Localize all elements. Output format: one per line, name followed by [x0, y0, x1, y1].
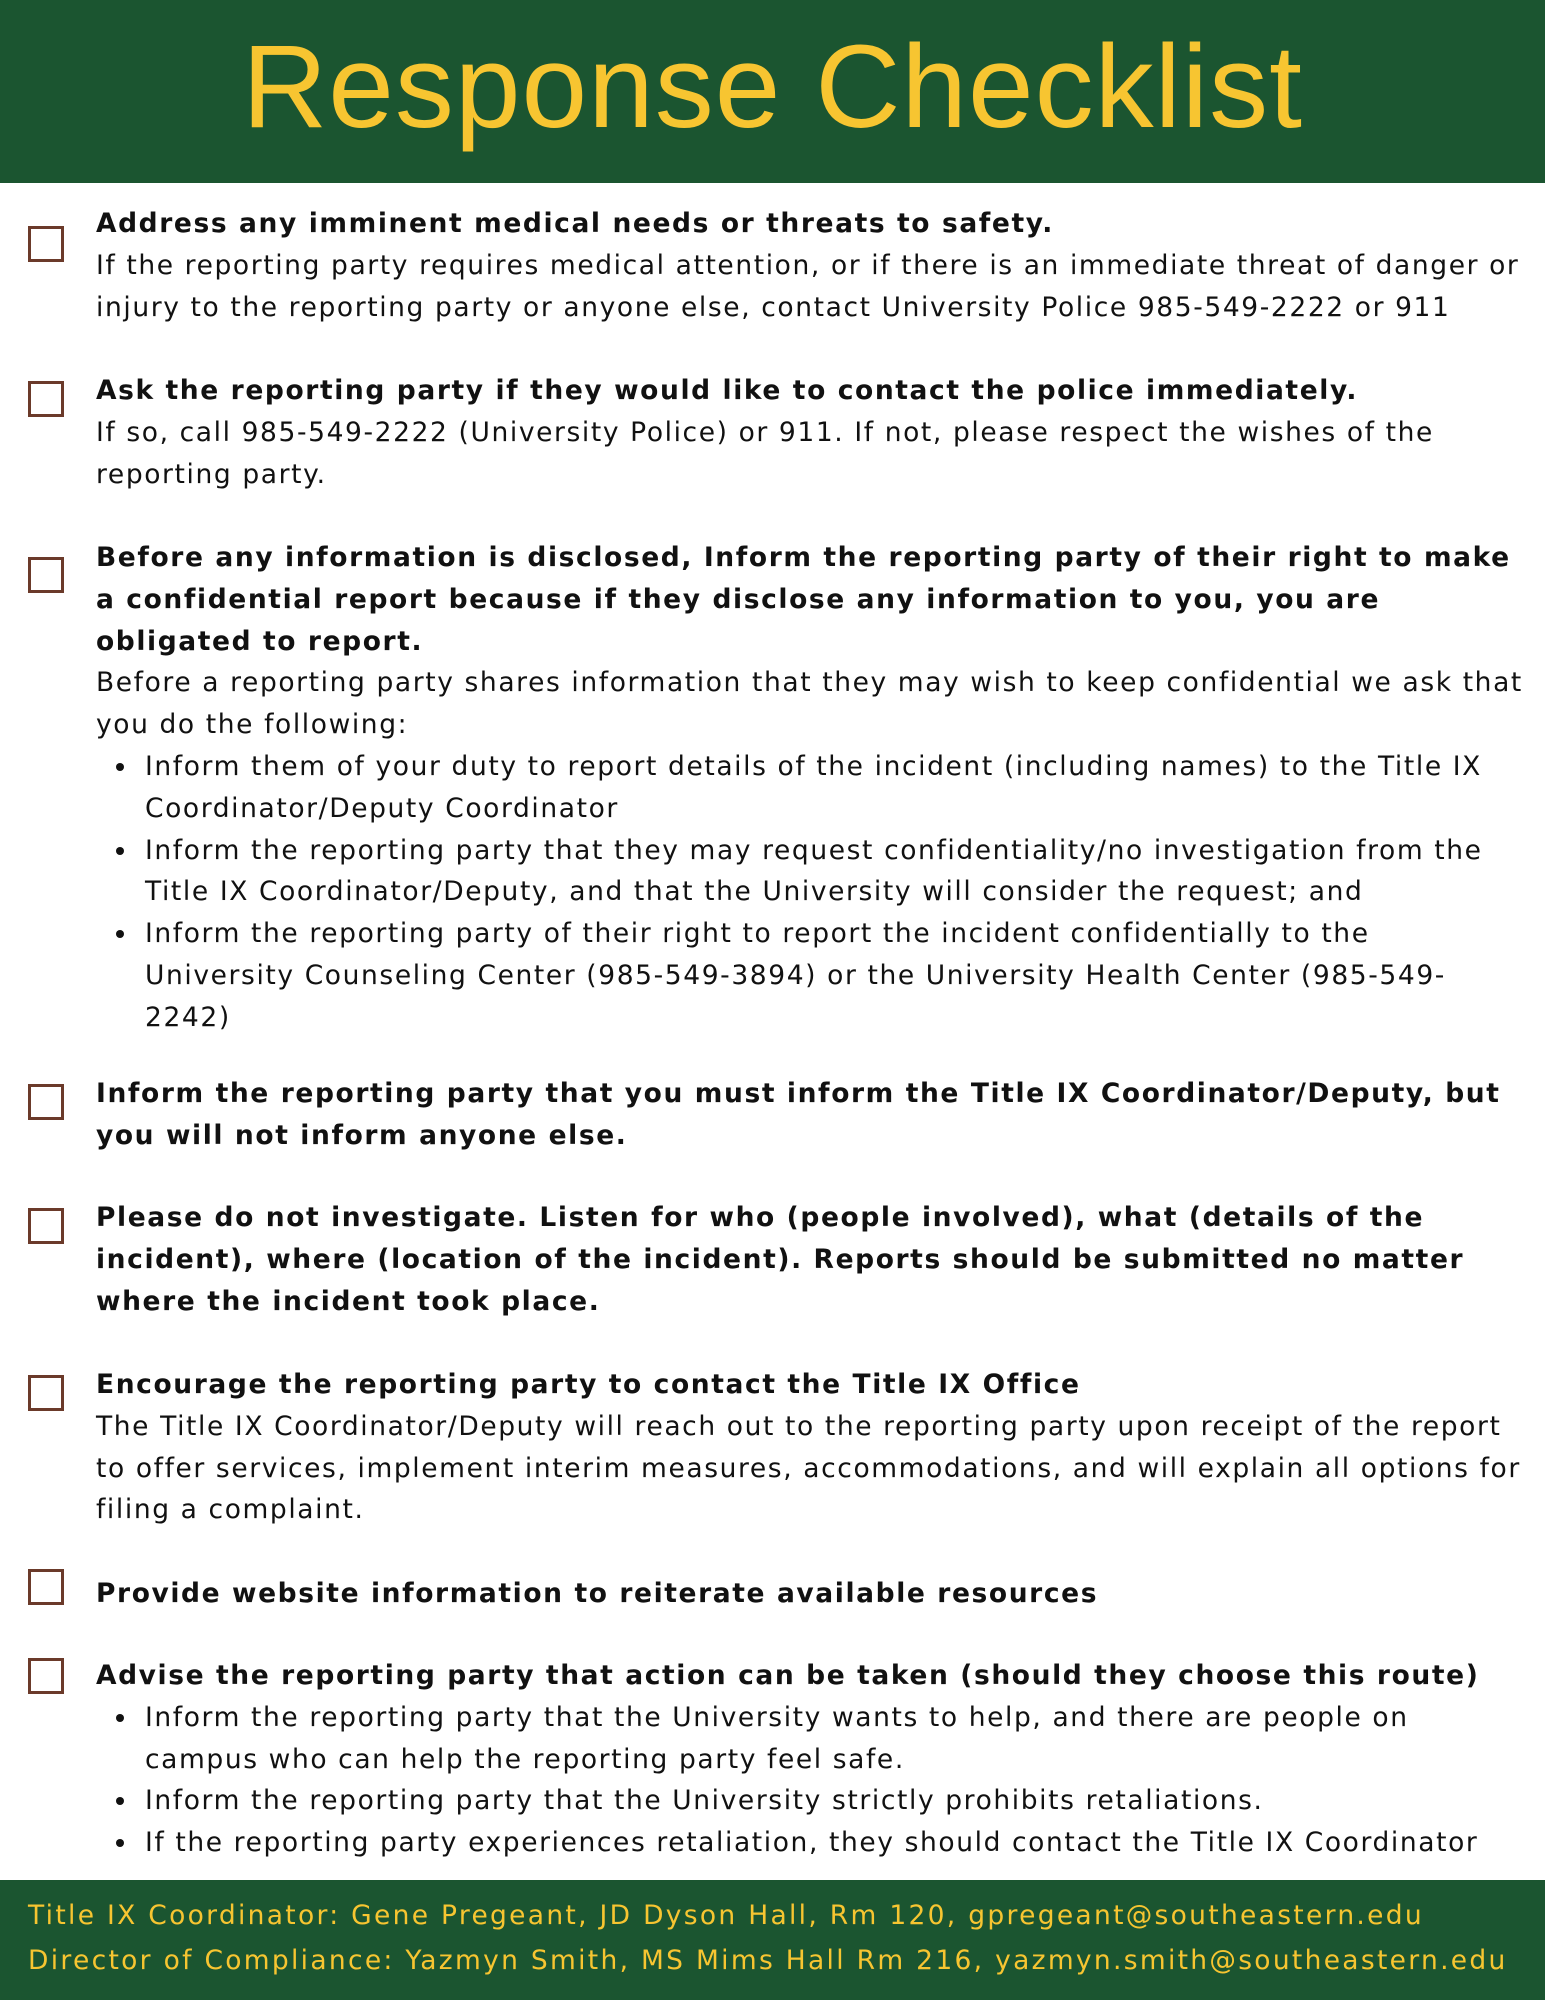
item-title: Inform the reporting party that you must inform the Title IX Coordinator/Deputy, but you will not inform anyone else. [96, 1078, 1501, 1151]
item-text [96, 203, 1526, 328]
checklist [0, 183, 1545, 1880]
checkbox[interactable] [28, 226, 64, 262]
bullet-list [96, 746, 1526, 1039]
bullet-item: Inform them of your duty to report details of the incident (including names) to the Title IX Coordinator/Deputy Coordinator [145, 746, 1526, 830]
bullet-item: Inform the reporting party that they may request confidentiality/no investigation from the Title IX Coordinator/Deputy, and that the University will consider the request; and [145, 830, 1526, 914]
item-title: Advise the reporting party that action can be taken (should they choose this route) [96, 1660, 1480, 1691]
contact-footer [0, 1880, 1545, 2000]
item-title: Ask the reporting party if they would like to contact the police immediately. [96, 375, 1359, 406]
item-title: Before any information is disclosed, Inform the reporting party of their right to make a confidential report because if they disclose any information to you, you are obligated to report. [96, 542, 1511, 657]
item-description: If the reporting party requires medical attention, or if there is an immediate threat of danger or injury to the reporting party or anyone else, contact University Police 985-549-2222 or 911 [96, 249, 1520, 323]
checkbox[interactable] [28, 1569, 64, 1605]
item-text [96, 1573, 1526, 1615]
item-text [96, 370, 1526, 495]
checkbox[interactable] [28, 1208, 64, 1244]
item-description: The Title IX Coordinator/Deputy will reach out to the reporting party upon receipt of the report to offer services, implement interim measures, accommodations, and will explain all options for filing a complaint. [96, 1410, 1521, 1526]
checkbox[interactable] [28, 1658, 64, 1694]
item-title: Provide website information to reiterate available resources [96, 1578, 1099, 1609]
item-text [96, 1364, 1526, 1531]
bullet-item: If the reporting party experiences retaliation, they should contact the Title IX Coordinator [145, 1822, 1526, 1864]
compliance-director-contact: Director of Compliance: Yazmyn Smith, MS Mims Hall Rm 216, yazmyn.smith@southeastern.edu [28, 1945, 1508, 1976]
checkbox[interactable] [28, 1084, 64, 1120]
bullet-item: Inform the reporting party of their right to report the incident confidentially to the University Counseling Center (985-549-3894) or the University Health Center (985-549-2242) [145, 913, 1526, 1038]
item-title: Encourage the reporting party to contact the Title IX Office [96, 1369, 1081, 1400]
bullet-item: Inform the reporting party that the University strictly prohibits retaliations. [145, 1780, 1526, 1822]
item-text [96, 1197, 1526, 1322]
page-title: Response Checklist [242, 20, 1303, 153]
bullet-list [96, 1697, 1526, 1864]
page-header [0, 0, 1545, 183]
item-text [96, 537, 1526, 1039]
item-text [96, 1655, 1526, 1864]
checkbox[interactable] [28, 1375, 64, 1411]
item-title: Address any imminent medical needs or threats to safety. [96, 208, 1054, 239]
bullet-item: Inform the reporting party that the University wants to help, and there are people on campus who can help the reporting party feel safe. [145, 1697, 1526, 1781]
item-description: If so, call 985-549-2222 (University Police) or 911. If not, please respect the wishes of the reporting party. [96, 416, 1434, 490]
item-description: Before a reporting party shares information that they may wish to keep confidential we ask that you do the following: [96, 667, 1523, 741]
checkbox[interactable] [28, 557, 64, 593]
title-ix-coordinator-contact: Title IX Coordinator: Gene Pregeant, JD Dyson Hall, Rm 120, gpregeant@southeastern.edu [28, 1900, 1424, 1931]
checkbox[interactable] [28, 381, 64, 417]
item-text [96, 1073, 1526, 1157]
item-title: Please do not investigate. Listen for who (people involved), what (details of the incident), where (location of the incident). Reports should be submitted no matter where the incident took place. [96, 1202, 1465, 1317]
